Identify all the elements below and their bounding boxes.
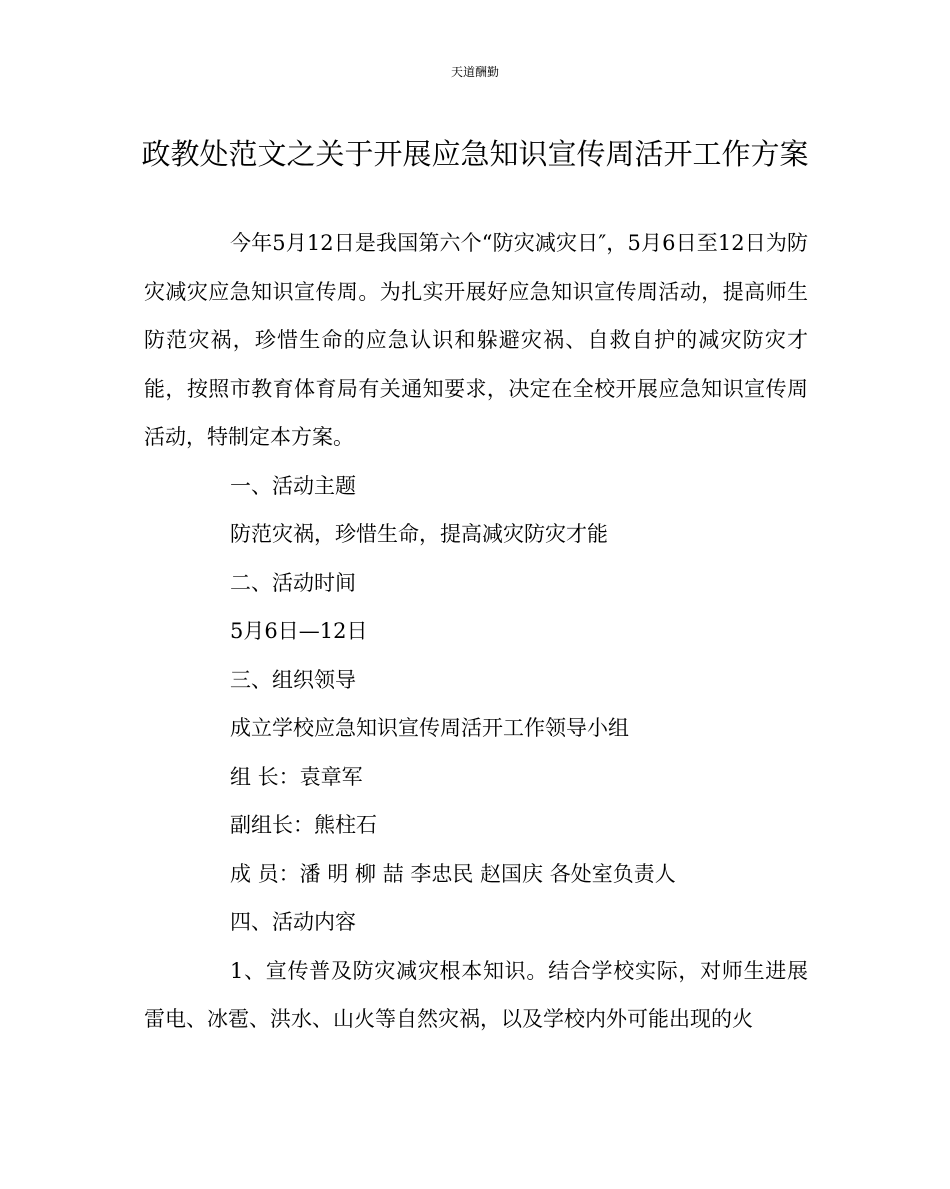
- intro-paragraph: 今年5月12日是我国第六个“防灾减灾日″，5月6日至12日为防灾减灾应急知识宣传周。为扎实开展好应急知识宣传周活动，提高师生防范灾祸，珍惜生命的应急认识和躲避灾祸、自救自护的减灾防灾才能，按照市教育体育局有关通知要求，决定在全校开展应急知识宣传周活动，特制定本方案。: [144, 231, 808, 449]
- organization-text: 成立学校应急知识宣传周活开工作领导小组: [230, 716, 629, 740]
- document-title: 政教处范文之关于开展应急知识宣传周活开工作方案: [141, 137, 809, 171]
- leader-line: 组 长：袁章军: [230, 764, 363, 789]
- section-heading-theme: 一、活动主题: [230, 473, 356, 498]
- page-header: 天道酬勤: [450, 65, 499, 79]
- content-item-1: 1、宣传普及防灾减灾根本知识。结合学校实际，对师生进展雷电、冰雹、洪水、山火等自然灾祸，以及学校内外可能出现的火: [144, 958, 808, 1031]
- document-body: [144, 219, 808, 1044]
- section-heading-organization: 三、组织领导: [230, 667, 356, 692]
- section-heading-time: 二、活动时间: [230, 570, 356, 595]
- section-heading-content: 四、活动内容: [230, 910, 356, 934]
- deputy-leader-line: 副组长：熊柱石: [230, 813, 377, 837]
- members-line: 成 员：潘 明 柳 喆 李忠民 赵国庆 各处室负责人: [230, 861, 676, 886]
- theme-text: 防范灾祸，珍惜生命，提高减灾防灾才能: [230, 522, 608, 546]
- time-text: 5月6日—12日: [230, 619, 368, 643]
